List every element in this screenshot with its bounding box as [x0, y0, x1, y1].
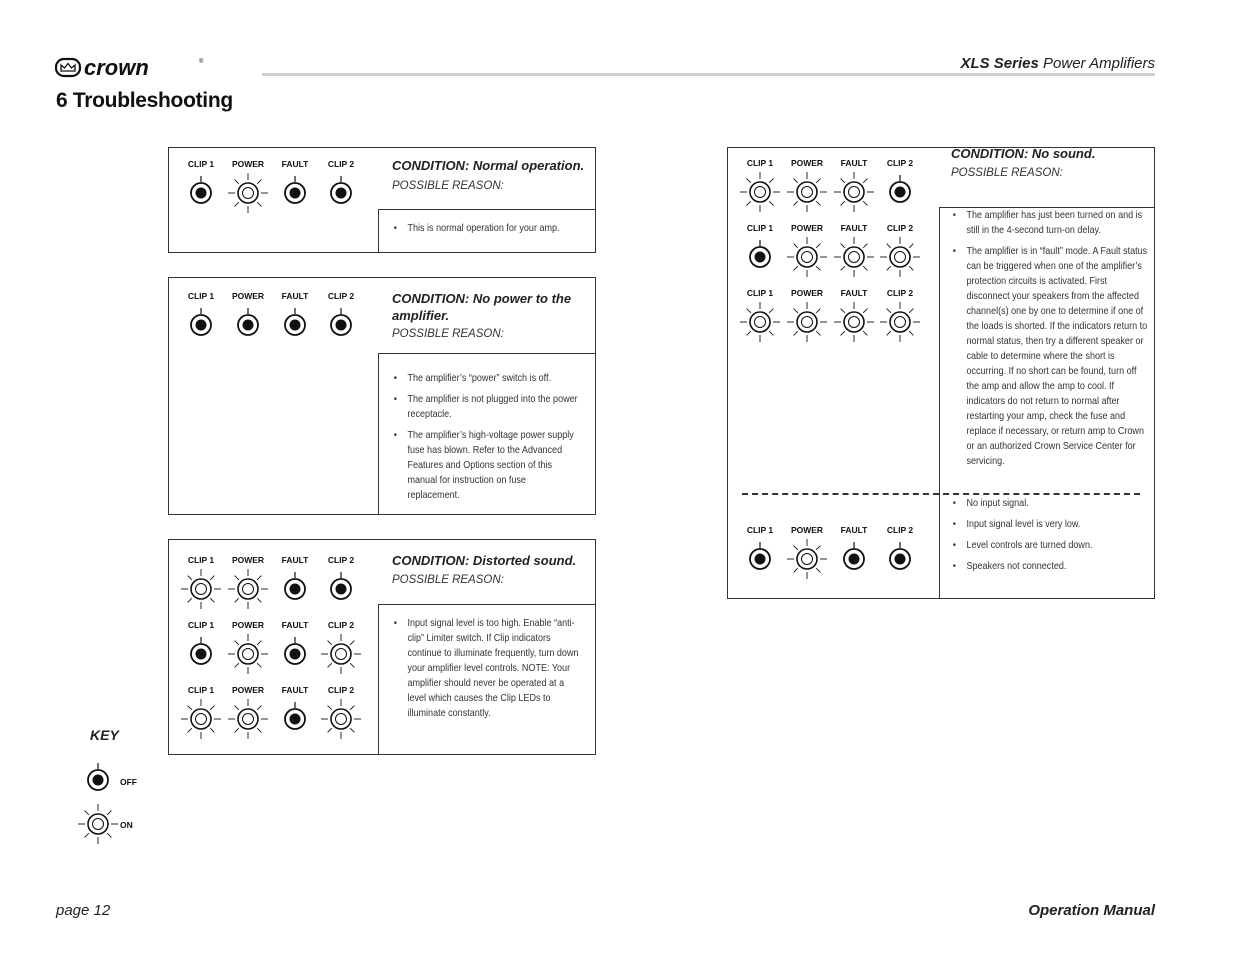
- led-label: CLIP 2: [327, 291, 355, 301]
- led-on-indicator: [880, 302, 920, 342]
- possible-reason-label: POSSIBLE REASON:: [392, 180, 504, 192]
- led-on-indicator: [228, 569, 268, 609]
- led-off-indicator: [890, 175, 910, 202]
- led-label: FAULT: [840, 288, 868, 298]
- reason-item: • The amplifier is not plugged into the power receptacle.: [392, 392, 579, 422]
- led-label: CLIP 2: [327, 620, 355, 630]
- led-label: POWER: [231, 159, 265, 169]
- led-label: POWER: [231, 555, 265, 565]
- led-off-indicator: [331, 308, 351, 335]
- led-off-indicator: [750, 542, 770, 569]
- led-label: CLIP 2: [327, 555, 355, 565]
- led-off-indicator: [285, 572, 305, 599]
- led-label: FAULT: [281, 291, 309, 301]
- led-label: CLIP 2: [886, 223, 914, 233]
- led-on-indicator: [834, 302, 874, 342]
- led-on-indicator: [880, 237, 920, 277]
- condition-title: CONDITION: Distorted sound.: [392, 553, 577, 568]
- reason-item: • The amplifier’s “power” switch is off.: [392, 371, 579, 386]
- led-label: FAULT: [840, 525, 868, 535]
- led-off-indicator: [285, 176, 305, 203]
- condition-title: CONDITION: Normal operation.: [392, 158, 585, 173]
- led-label: CLIP 1: [746, 158, 774, 168]
- led-on-indicator: [740, 302, 780, 342]
- led-on-indicator: [787, 539, 827, 579]
- led-label: FAULT: [840, 223, 868, 233]
- crown-logo: [55, 56, 205, 80]
- possible-reason-label: POSSIBLE REASON:: [392, 328, 504, 340]
- reason-item: • Input signal level is too high. Enable “anti-clip” Limiter switch. If Clip indicators continue to illuminate frequently, turn down your amplifier level controls. NOTE: Your amplifier should never be operated at a level which causes the Clip LEDs to illuminate constantly.: [392, 616, 579, 721]
- reason-list: [392, 371, 579, 509]
- led-label: CLIP 1: [746, 525, 774, 535]
- led-off-indicator: [285, 637, 305, 664]
- led-on-indicator: [740, 172, 780, 212]
- series-title-rest: Power Amplifiers: [1043, 55, 1155, 72]
- led-label: CLIP 1: [746, 223, 774, 233]
- reason-list: [951, 496, 1151, 580]
- led-label: CLIP 1: [187, 620, 215, 630]
- led-label: CLIP 1: [746, 288, 774, 298]
- led-on-indicator: [834, 237, 874, 277]
- led-label: FAULT: [281, 555, 309, 565]
- reason-list: [951, 208, 1151, 475]
- key-title: KEY: [90, 727, 119, 743]
- led-on-indicator: [834, 172, 874, 212]
- led-label: FAULT: [281, 159, 309, 169]
- led-on-indicator: [787, 302, 827, 342]
- led-label: CLIP 2: [327, 159, 355, 169]
- led-on-indicator: [228, 699, 268, 739]
- led-panel-no-sound: [737, 151, 927, 346]
- led-off-indicator: [191, 308, 211, 335]
- led-off-indicator: [191, 176, 211, 203]
- key-off-label: OFF: [120, 777, 137, 787]
- led-label: CLIP 2: [886, 288, 914, 298]
- svg-text:®: ®: [199, 59, 204, 65]
- led-label: POWER: [231, 620, 265, 630]
- led-label: CLIP 2: [327, 685, 355, 695]
- led-label: POWER: [790, 158, 824, 168]
- possible-reason-label: POSSIBLE REASON:: [951, 167, 1063, 179]
- page-number: page 12: [56, 902, 111, 919]
- led-on-indicator: [321, 699, 361, 739]
- series-title-bold: XLS Series: [960, 55, 1039, 72]
- led-on-indicator: [228, 634, 268, 674]
- reason-item: • Speakers not connected.: [951, 559, 1151, 574]
- led-off-indicator: [331, 572, 351, 599]
- section-title: 6 Troubleshooting: [56, 89, 233, 112]
- led-off-indicator: [844, 542, 864, 569]
- possible-reason-label: POSSIBLE REASON:: [392, 574, 504, 586]
- led-label: CLIP 2: [886, 158, 914, 168]
- led-label: CLIP 1: [187, 685, 215, 695]
- reason-item: • This is normal operation for your amp.: [392, 221, 592, 236]
- led-label: POWER: [790, 223, 824, 233]
- manual-title: Operation Manual: [1028, 902, 1155, 919]
- led-panel-normal: [178, 152, 368, 212]
- led-on-indicator: [228, 173, 268, 213]
- led-label: CLIP 2: [886, 525, 914, 535]
- led-off-indicator: [285, 308, 305, 335]
- led-label: CLIP 1: [187, 159, 215, 169]
- header-rule: [262, 73, 1155, 76]
- reason-item: • The amplifier has just been turned on and is still in the 4-second turn-on delay.: [951, 208, 1151, 238]
- key-legend: [70, 752, 150, 852]
- divider-dashed: [742, 493, 1140, 495]
- led-panel-no-sound-b: [737, 518, 927, 578]
- led-label: POWER: [790, 288, 824, 298]
- reason-item: • Input signal level is very low.: [951, 517, 1151, 532]
- led-off-indicator: [750, 240, 770, 267]
- led-on-indicator: [787, 172, 827, 212]
- reason-item: • The amplifier’s high-voltage power supply fuse has blown. Refer to the Advanced Features and Options section of this manual for instruction on fuse replacement.: [392, 428, 579, 503]
- key-on-label: ON: [120, 820, 133, 830]
- led-panel-no-power: [178, 284, 368, 344]
- led-label: FAULT: [281, 620, 309, 630]
- led-off-indicator: [88, 763, 108, 790]
- led-on-indicator: [78, 804, 118, 844]
- led-off-indicator: [238, 308, 258, 335]
- led-off-indicator: [331, 176, 351, 203]
- led-on-indicator: [787, 237, 827, 277]
- led-label: POWER: [790, 525, 824, 535]
- led-off-indicator: [285, 702, 305, 729]
- svg-text:crown: crown: [84, 56, 149, 80]
- reason-list: [392, 616, 579, 727]
- led-on-indicator: [321, 634, 361, 674]
- led-label: POWER: [231, 685, 265, 695]
- condition-title: CONDITION: No sound.: [951, 146, 1096, 161]
- led-label: FAULT: [281, 685, 309, 695]
- led-label: FAULT: [840, 158, 868, 168]
- led-off-indicator: [191, 637, 211, 664]
- led-label: POWER: [231, 291, 265, 301]
- led-panel-distorted: [178, 548, 368, 743]
- led-on-indicator: [181, 699, 221, 739]
- reason-item: • The amplifier is in “fault” mode. A Fault status can be triggered when one of the amplifier’s protection circuits is activated. First disconnect your speakers from the affected channel(s) one by one to determine if one of the loads is shorted. If the indicators return to normal status, then try a different speaker or cable to determine where the short is occurring. If no short can be found, turn off the amp and allow the amp to cool. If indicators do not return to normal after restarting your amp, check the fuse and replace if necessary, or return amp to Crown or an authorized Crown Service Center for servicing.: [951, 244, 1151, 469]
- reason-item: • Level controls are turned down.: [951, 538, 1151, 553]
- led-label: CLIP 1: [187, 291, 215, 301]
- reason-item: • No input signal.: [951, 496, 1151, 511]
- series-title: [960, 55, 1155, 72]
- condition-title: CONDITION: No power to the amplifier.: [392, 291, 572, 323]
- reason-list: [392, 221, 592, 242]
- led-off-indicator: [890, 542, 910, 569]
- led-on-indicator: [181, 569, 221, 609]
- led-label: CLIP 1: [187, 555, 215, 565]
